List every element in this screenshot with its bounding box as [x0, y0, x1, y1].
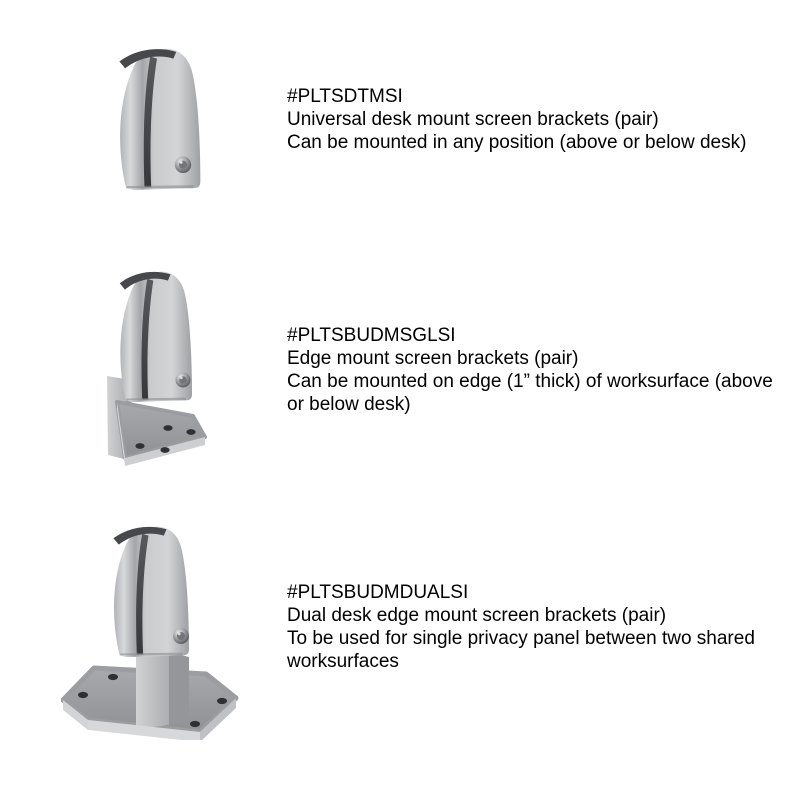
- product-name: Edge mount screen brackets (pair): [287, 348, 579, 369]
- product-description-line: Can be mounted in any position (above or below desk): [287, 132, 747, 153]
- product-photo-edge-mount-bracket: [105, 266, 217, 468]
- product-description-line: Can be mounted on edge (1” thick) of worksurface (above: [287, 371, 773, 392]
- universal-bracket-illustration: [104, 45, 210, 191]
- mount-hole: [163, 425, 172, 431]
- mount-hole: [135, 443, 144, 449]
- product-description-line: To be used for single privacy panel between two shared: [287, 628, 755, 649]
- product-photo-dual-desk-bracket: [61, 522, 239, 740]
- product-name: Universal desk mount screen brackets (pair): [287, 109, 659, 130]
- product-info: [287, 85, 746, 154]
- product-sku: #PLTSBUDMDUALSI: [287, 582, 469, 603]
- mount-hole: [78, 692, 88, 698]
- mount-hole: [108, 674, 118, 680]
- product-sku: #PLTSDTMSI: [287, 86, 403, 107]
- mount-hole: [160, 447, 169, 453]
- product-name: Dual desk edge mount screen brackets (pair): [287, 605, 667, 626]
- product-description-line: or below desk): [287, 394, 411, 415]
- product-photo-universal-bracket: [104, 45, 210, 191]
- bracket-pedestal: [136, 650, 169, 729]
- product-info: [287, 581, 755, 673]
- edge-mount-bracket-illustration: [105, 266, 217, 468]
- product-sku: #PLTSBUDMSGLSI: [287, 325, 456, 346]
- dual-desk-bracket-illustration: [61, 522, 239, 740]
- product-info: [287, 324, 773, 416]
- mount-hole: [217, 698, 227, 704]
- product-description-line: worksurfaces: [287, 651, 399, 672]
- mount-hole: [190, 721, 200, 727]
- mount-hole: [186, 429, 195, 435]
